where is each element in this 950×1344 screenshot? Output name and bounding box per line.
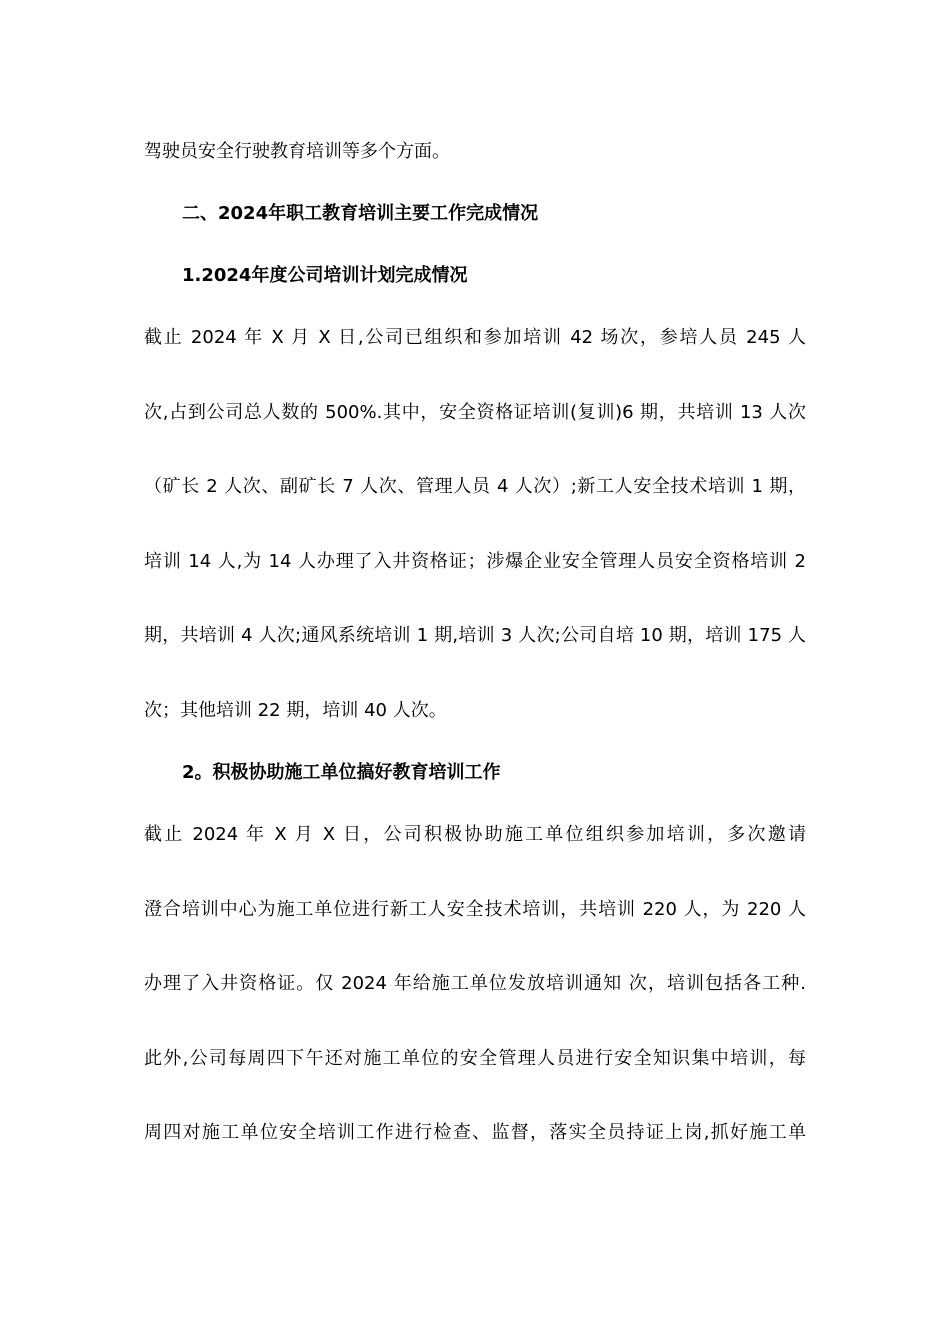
body-text-line: 驾驶员安全行驶教育培训等多个方面。 [144, 141, 450, 162]
body-text-line: 此外,公司每周四下午还对施工单位的安全管理人员进行安全知识集中培训，每 [144, 1048, 806, 1069]
body-text-line: 截止 2024 年 X 月 X 日，公司积极协助施工单位组织参加培训，多次邀请 [144, 824, 806, 845]
body-text-line: 次；其他培训 22 期，培训 40 人次。 [144, 700, 447, 721]
body-text-line: 办理了入井资格证。仅 2024 年给施工单位发放培训通知 次，培训包括各工种. [144, 973, 806, 994]
body-text-line: 次,占到公司总人数的 500%.其中，安全资格证培训(复训)6 期，共培训 13 人次 [144, 402, 806, 423]
body-text-line: 期，共培训 4 人次;通风系统培训 1 期,培训 3 人次;公司自培 10 期，培训 175 人 [144, 625, 806, 646]
body-text-line: 培训 14 人,为 14 人办理了入井资格证；涉爆企业安全管理人员安全资格培训 2 [144, 551, 806, 572]
body-text-line: 截止 2024 年 X 月 X 日,公司已组织和参加培训 42 场次，参培人员 245 人 [144, 327, 806, 348]
subsection-heading: 1.2024年度公司培训计划完成情况 [182, 265, 468, 286]
subsection-heading: 2。积极协助施工单位搞好教育培训工作 [182, 762, 501, 783]
body-text-line: （矿长 2 人次、副矿长 7 人次、管理人员 4 人次）;新工人安全技术培训 1 期， [144, 476, 806, 497]
body-text-line: 澄合培训中心为施工单位进行新工人安全技术培训，共培训 220 人，为 220 人 [144, 899, 806, 920]
section-heading: 二、2024年职工教育培训主要工作完成情况 [182, 203, 539, 224]
body-text-line: 周四对施工单位安全培训工作进行检查、监督，落实全员持证上岗,抓好施工单 [144, 1122, 806, 1143]
